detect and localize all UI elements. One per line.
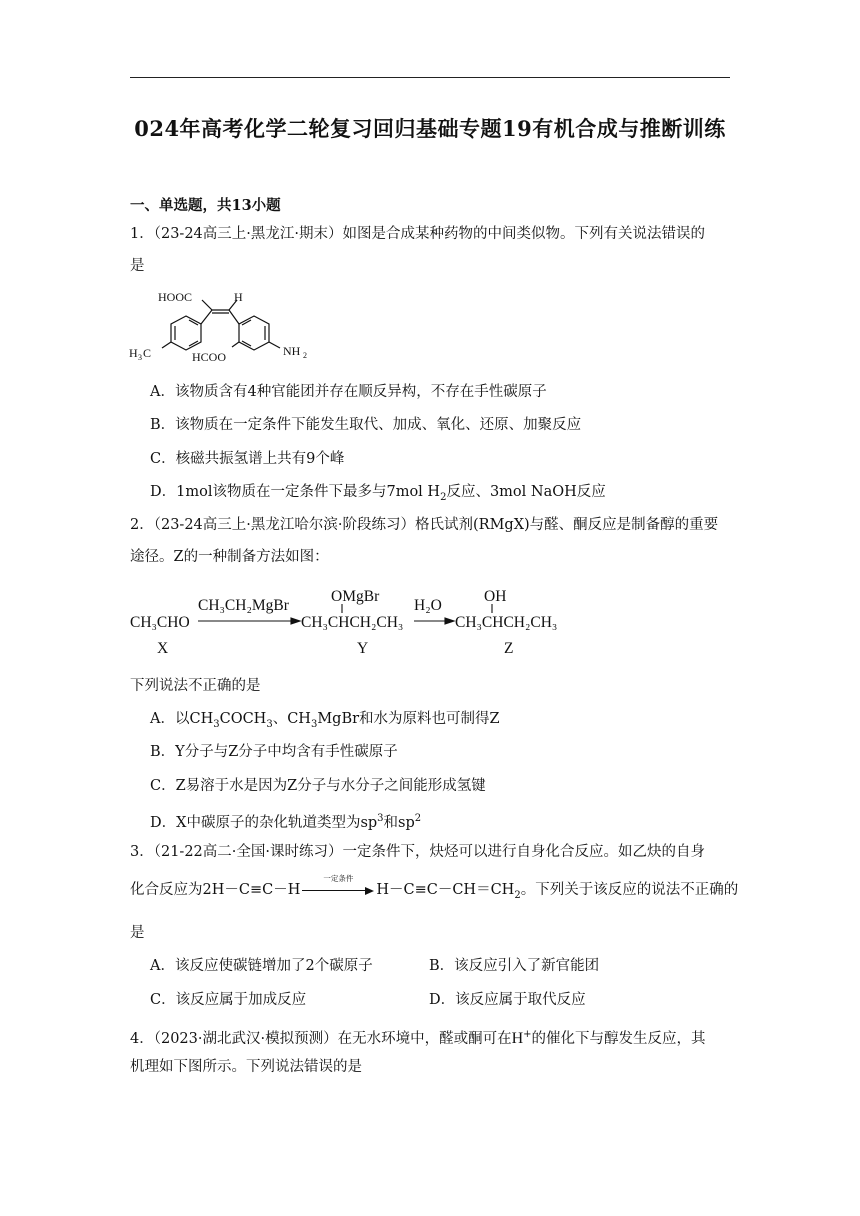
q1-option-b: B．该物质在一定条件下能发生取代、加成、氧化、还原、加聚反应: [150, 417, 582, 433]
q3-equation-line: 化合反应为2H－C≡C－H 一定条件 $H-C\equiv C-CH=CH_2$。下列关于该反应的说法不正确的: [130, 874, 739, 901]
q2-option-b: B．Y分子与Z分子中均含有手性碳原子: [150, 744, 398, 760]
q2-arrow1-head: [291, 618, 300, 624]
q2-label-z: Z: [504, 640, 514, 657]
q3-option-d: D．该反应属于取代反应: [429, 992, 586, 1008]
q2-option-a: A．以$CH_3COCH_3$、$CH_3MgBr$和水为原料也可制得Z: [150, 711, 500, 730]
q4-stem-line2: 机理如下图所示。下列说法错误的是: [130, 1059, 362, 1075]
q1-stem-line1: 1．（23-24高三上·黑龙江·期末）如图是合成某种药物的中间类似物。下列有关说法错误的: [130, 226, 705, 242]
q2-reagent1: CH₃CH₂MgBr: [198, 597, 289, 614]
q2-reaction-scheme: [128, 583, 588, 658]
q4-stem-line1: 4．（2023·湖北武汉·模拟预测）在无水环境中，醛或酮可在H+的催化下与醇发生反应，其: [130, 1029, 706, 1047]
q2-stem-line2: 途径。Z的一种制备方法如图：: [130, 549, 329, 565]
q2-label-x: X: [157, 640, 169, 657]
q1-label-nh: NH: [283, 344, 301, 358]
q1-label-hooc: HOOC: [158, 290, 193, 304]
q2-stem-line1: 2．（23-24高三上·黑龙江哈尔滨·阶段练习）格氏试剂(RMgX)与醛、酮反应是制备醇的重要: [130, 517, 719, 533]
q1-option-a: A．该物质含有4种官能团并存在顺反异构，不存在手性碳原子: [150, 384, 547, 400]
q1-structure-image: [128, 285, 328, 365]
q3-option-c: C．该反应属于加成反应: [150, 992, 307, 1008]
document-title: 024年高考化学二轮复习回归基础专题19有机合成与推断训练: [134, 116, 726, 141]
q1-option-c: C．核磁共振氢谱上共有9个峰: [150, 451, 345, 467]
q3-eq-left: 2H－C≡C－H: [202, 882, 301, 898]
q2-reagent2: H₂O: [414, 597, 442, 614]
q2-option-d: D．X中碳原子的杂化轨道类型为$sp^3$和$sp^2$: [150, 813, 422, 831]
q1-stem-line2: 是: [130, 258, 145, 274]
q3-option-b: B．该反应引入了新官能团: [429, 958, 600, 974]
q1-label-h3c-h: H: [129, 346, 138, 360]
q2-arrow2-head: [445, 618, 454, 624]
q1-label-hcoo: HCOO: [192, 350, 227, 364]
q3-option-a: A．该反应使碳链增加了2个碳原子: [150, 958, 373, 974]
q2-z-substituent: OH: [484, 588, 507, 605]
q1-label-nh-sub: 2: [303, 351, 307, 360]
q1-label-h: H: [234, 290, 243, 304]
q2-label-y: Y: [357, 640, 369, 657]
q1-label-h3c-c: C: [143, 346, 152, 360]
q3-stem-line1: 3．（21-22高二·全国·课时练习）一定条件下，炔烃可以进行自身化合反应。如乙炔的自身: [130, 844, 705, 860]
section-heading: 一、单选题，共13小题: [130, 197, 281, 214]
q1-option-d: D．1mol该物质在一定条件下最多与7mol $H_2$反应、3mol NaOH反应: [150, 484, 606, 503]
header-rule: [130, 77, 730, 78]
q1-label-h3c-sub: 3: [138, 353, 142, 362]
q3-stem-line3: 是: [130, 925, 145, 941]
q3-eq-condition: 一定条件: [323, 874, 354, 883]
q3-eq-arrow: [302, 874, 374, 897]
q3-eq-right: H－C≡C－CH＝CH: [376, 882, 515, 898]
q2-compound-x: CH₃CHO: [130, 614, 190, 631]
q2-compound-y: CH₃CHCH₂CH₃: [301, 614, 404, 631]
q2-question: 下列说法不正确的是: [130, 678, 261, 694]
q2-option-c: C．Z易溶于水是因为Z分子与水分子之间能形成氢键: [150, 778, 486, 794]
q2-compound-z: CH₃CHCH₂CH₃: [455, 614, 558, 631]
q2-y-substituent: OMgBr: [331, 588, 380, 605]
